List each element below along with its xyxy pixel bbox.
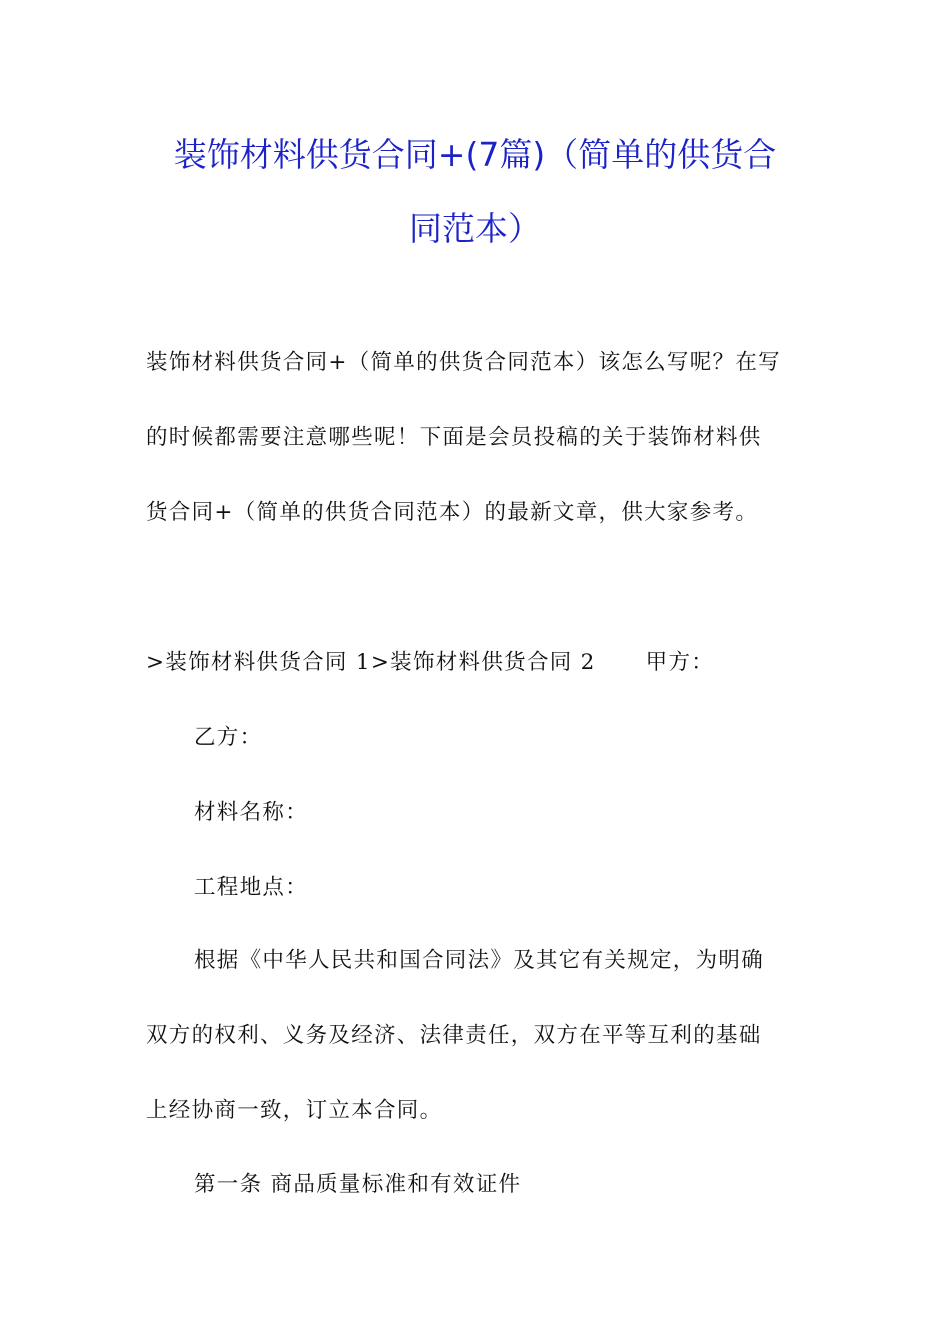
toc-links[interactable]: >装饰材料供货合同 1>装饰材料供货合同 2	[146, 650, 596, 675]
intro-line-3: 货合同+（简单的供货合同范本）的最新文章，供大家参考。	[146, 500, 759, 525]
basis-line-2: 双方的权利、义务及经济、法律责任，双方在平等互利的基础	[146, 1023, 762, 1048]
intro-line-1: 装饰材料供货合同+（简单的供货合同范本）该怎么写呢？在写	[146, 350, 781, 375]
material-name-label: 材料名称：	[194, 800, 309, 825]
document-title	[120, 118, 830, 266]
intro-line-2: 的时候都需要注意哪些呢！下面是会员投稿的关于装饰材料供	[146, 425, 762, 450]
article-1-heading: 第一条 商品质量标准和有效证件	[194, 1172, 522, 1197]
toc-and-party-a-line	[146, 645, 806, 676]
party-a-label: 甲方：	[645, 650, 715, 675]
party-b-label: 乙方：	[194, 725, 263, 750]
basis-line-3: 上经协商一致，订立本合同。	[146, 1098, 443, 1123]
basis-line-1: 根据《中华人民共和国合同法》及其它有关规定，为明确	[194, 948, 765, 973]
title-line-2: 同范本）	[409, 209, 541, 248]
project-location-label: 工程地点：	[194, 875, 309, 900]
title-line-1: 装饰材料供货合同+(7篇)（简单的供货合	[173, 135, 777, 174]
